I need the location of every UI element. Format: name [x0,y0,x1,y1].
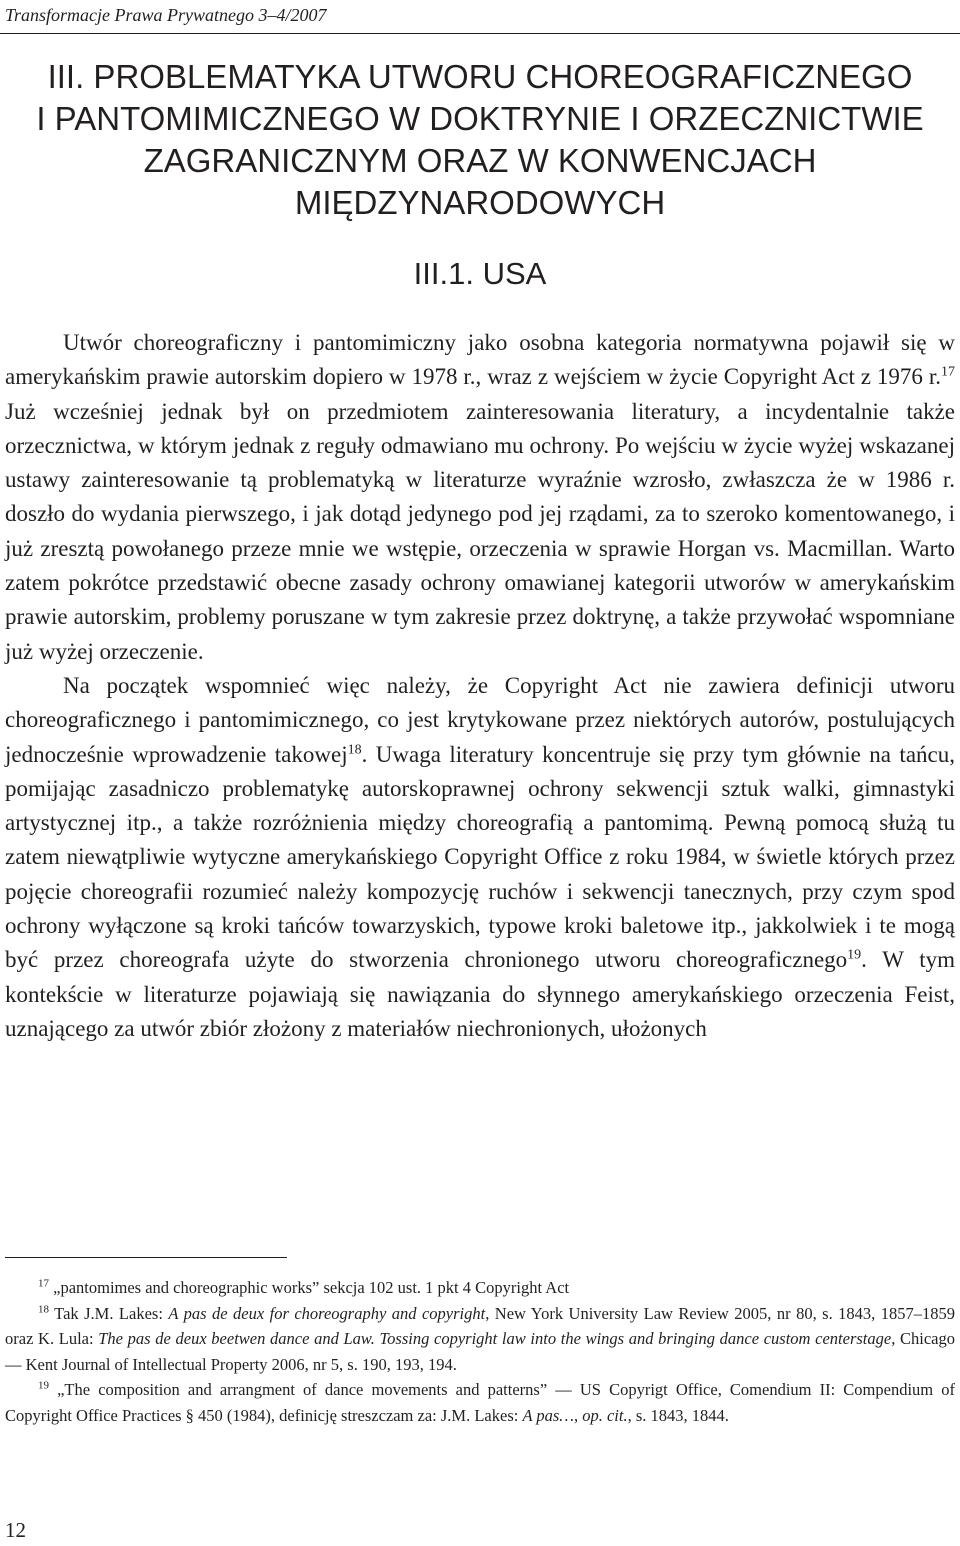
footnote-text: „pantomimes and choreographic works” sekcja 102 ust. 1 pkt 4 Copyright Act [49,1278,570,1297]
footnote-number: 17 [38,1277,49,1290]
footnote-title-italic: The pas de deux beetwen dance and Law. Tossing copyright law into the wings and bringing dance custom centerstage [98,1329,892,1348]
footnote-text: Tak J.M. Lakes: [49,1303,169,1323]
paragraph-text: Utwór choreograficzny i pantomimiczny jako osobna kategoria normatywna pojawił się w amerykańskim prawie autorskim dopiero w 1978 r., wraz z wejściem w życie Copyright Act z 1976 r. [5,330,955,390]
running-head: Transformacje Prawa Prywatnego 3–4/2007 [5,5,327,25]
footnotes [5,1275,955,1428]
footnote-text: „The composition and arrangment of dance movements and patterns” — US Copyrigt Office, Comendium II: Compendium of Copyright Office Practices § 450 (1984), definicję streszczam za: J.M. Lakes: [5,1380,955,1425]
footnote-19 [5,1377,955,1428]
footnote-title-italic: A pas de deux for choreography and copyright [168,1303,486,1323]
chapter-title-line: MIĘDZYNARODOWYCH [294,184,666,221]
footnote-text: , New York University Law Review 2005, nr 80, s. 1843, 1857–1859 oraz K. Lula: [5,1303,955,1348]
footnote-title-italic: op. cit. [582,1405,628,1425]
paragraph-1 [5,326,955,669]
footnote-ref-19: 19 [847,947,862,963]
chapter-title [0,56,960,224]
chapter-title-line: I PANTOMIMICZNEGO W DOKTRYNIE I ORZECZNICTWIE [36,100,924,137]
paragraph-2 [5,669,955,1046]
paragraph-text: Już wcześniej jednak był on przedmiotem zainteresowania literatury, a incydentalnie także orzecznictwa, w którym jednak z reguły odmawiano mu ochrony. Po wejściu w życie wyżej wskazanej ustawy zainteresowanie tą problematyką w literaturze wyraźnie wzrosło, zwłaszcza że w 1986 r. doszło do wydania pierwszego, i jak dotąd jedynego pod jej rządami, za to szeroko komentowanego, i już zresztą powołanego przeze mnie we wstępie, orzeczenia w sprawie Horgan vs. Macmillan. Warto zatem pokrótce przedstawić obecne zasady ochrony omawianej kategorii utworów w amerykańskim prawie autorskim, problemy poruszane w tym zakresie przez doktrynę, a także przywołać wspomniane już wyżej orzeczenie. [5,398,955,664]
footnote-rule [5,1257,287,1258]
footnote-number: 19 [38,1379,49,1392]
section-title: III.1. USA [413,256,547,291]
paragraph-text: Na początek wspomnieć więc należy, że Copyright Act nie zawiera definicji utworu choreograficznego i pantomimicznego, co jest krytykowane przez niektórych autorów, postulujących jednocześnie wprowadzenie takowej [5,672,955,767]
body-text [5,326,955,1046]
chapter-title-line: III. PROBLEMATYKA UTWORU CHOREOGRAFICZNEGO [47,58,913,95]
footnote-title-italic: A pas… [522,1405,574,1425]
footnote-number: 18 [38,1303,49,1315]
paragraph-text: . Uwaga literatury koncentruje się przy tym głównie na tańcu, pomijając zasadniczo problematykę autorskoprawnej ochrony sekwencji sztuk walki, gimnastyki artystycznej itp., a także rozróżnienia między choreografią a pantomimą. Pewną pomocą służą tu zatem niewątpliwie wytyczne amerykańskiego Copyright Office z roku 1984, w świetle których przez pojęcie choreografii rozumieć należy kompozycję ruchów i sekwencji tanecznych, przy czym spod ochrony wyłączone są kroki tańców towarzyskich, typowe kroki baletowe itp., jakkolwiek i te mogą być przez choreografa użyte do stworzenia chronionego utworu choreograficznego [5,741,955,973]
chapter-title-line: ZAGRANICZNYM ORAZ W KONWENCJACH [143,142,817,179]
footnote-ref-18: 18 [347,741,362,757]
header-rule [0,33,960,34]
footnote-18 [5,1301,955,1378]
footnote-text: , s. 1843, 1844. [627,1405,729,1425]
footnote-text: , [573,1405,583,1425]
footnote-ref-17: 17 [941,364,955,380]
paragraph-text: . W tym kontekście w literaturze pojawiają się nawiązania do słynnego amerykańskiego orzeczenia Feist, uznającego za utwór zbiór złożony z materiałów niechronionych, ułożonych [5,947,955,1041]
footnote-17 [5,1275,955,1301]
page-number: 12 [5,1518,26,1542]
footnote-text: , Chicago — Kent Journal of Intellectual Property 2006, nr 5, s. 190, 193, 194. [5,1329,955,1374]
